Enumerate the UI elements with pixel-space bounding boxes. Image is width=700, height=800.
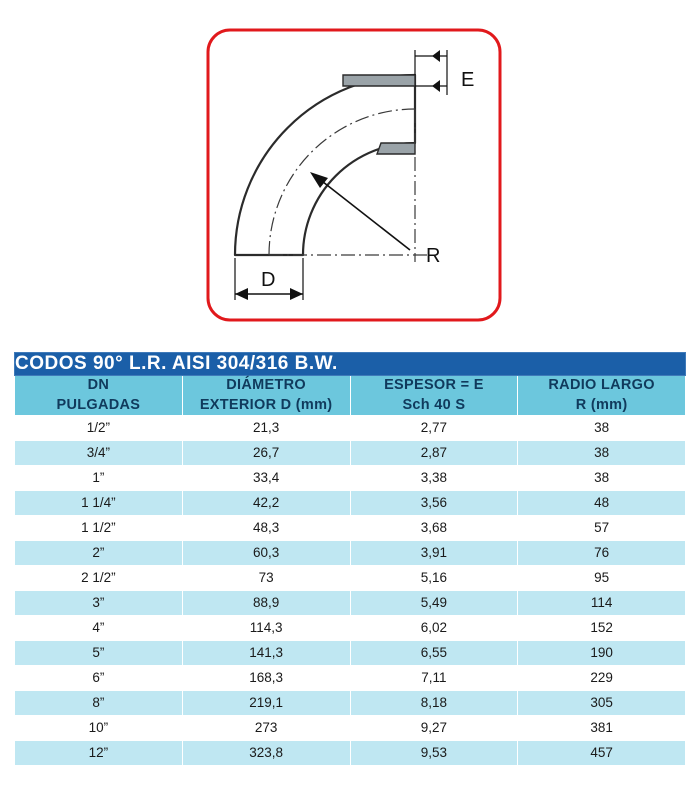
header-radius — [518, 376, 686, 416]
cell-radius: 38 — [518, 416, 686, 441]
cell-radius: 38 — [518, 441, 686, 466]
cell-thickness: 2,87 — [350, 441, 518, 466]
header-rad-line2: R (mm) — [575, 396, 628, 413]
diagram-frame — [208, 30, 500, 320]
cell-outer-diameter: 88,9 — [182, 591, 350, 616]
header-dn-line2: PULGADAS — [56, 396, 141, 413]
cell-radius: 95 — [518, 566, 686, 591]
cell-outer-diameter: 26,7 — [182, 441, 350, 466]
cell-thickness: 6,02 — [350, 616, 518, 641]
table-row — [15, 741, 686, 766]
cell-dn: 2 1/2” — [15, 566, 183, 591]
cell-dn: 1 1/2” — [15, 516, 183, 541]
cell-thickness: 3,38 — [350, 466, 518, 491]
cell-radius: 114 — [518, 591, 686, 616]
cell-outer-diameter: 273 — [182, 716, 350, 741]
cell-thickness: 3,91 — [350, 541, 518, 566]
spec-table-container — [14, 352, 686, 766]
table-row — [15, 666, 686, 691]
elbow-diagram-svg — [0, 0, 700, 340]
cell-radius: 190 — [518, 641, 686, 666]
table-row — [15, 416, 686, 441]
cell-outer-diameter: 60,3 — [182, 541, 350, 566]
cell-thickness: 3,56 — [350, 491, 518, 516]
header-dn — [15, 376, 183, 416]
label-e: E — [461, 69, 475, 91]
cell-thickness: 3,68 — [350, 516, 518, 541]
table-title: CODOS 90° L.R. AISI 304/316 B.W. — [15, 353, 686, 376]
cell-radius: 152 — [518, 616, 686, 641]
cell-dn: 3” — [15, 591, 183, 616]
cell-dn: 10” — [15, 716, 183, 741]
cell-dn: 4” — [15, 616, 183, 641]
cell-radius: 305 — [518, 691, 686, 716]
cell-outer-diameter: 48,3 — [182, 516, 350, 541]
label-d: D — [261, 269, 276, 291]
cell-dn: 3/4” — [15, 441, 183, 466]
cell-radius: 457 — [518, 741, 686, 766]
cell-dn: 1/2” — [15, 416, 183, 441]
cell-thickness: 5,16 — [350, 566, 518, 591]
table-row — [15, 491, 686, 516]
header-dn-line1: DN — [87, 377, 110, 393]
table-row — [15, 591, 686, 616]
table-row — [15, 516, 686, 541]
cell-radius: 57 — [518, 516, 686, 541]
header-thickness — [350, 376, 518, 416]
spec-table — [14, 352, 686, 766]
cell-dn: 6” — [15, 666, 183, 691]
cell-radius: 229 — [518, 666, 686, 691]
cell-thickness: 6,55 — [350, 641, 518, 666]
cell-thickness: 9,53 — [350, 741, 518, 766]
label-r: R — [426, 245, 441, 267]
cell-thickness: 7,11 — [350, 666, 518, 691]
cell-outer-diameter: 33,4 — [182, 466, 350, 491]
cell-dn: 1 1/4” — [15, 491, 183, 516]
table-row — [15, 691, 686, 716]
cell-radius: 38 — [518, 466, 686, 491]
table-row — [15, 716, 686, 741]
table-title-row — [15, 353, 686, 376]
header-esp-line1: ESPESOR = E — [384, 377, 484, 393]
cell-radius: 76 — [518, 541, 686, 566]
cell-thickness: 5,49 — [350, 591, 518, 616]
header-od-line2: EXTERIOR D (mm) — [199, 396, 333, 413]
cell-thickness: 8,18 — [350, 691, 518, 716]
cell-dn: 1” — [15, 466, 183, 491]
cell-outer-diameter: 323,8 — [182, 741, 350, 766]
table-row — [15, 616, 686, 641]
table-row — [15, 566, 686, 591]
header-esp-line2: Sch 40 S — [402, 396, 466, 413]
cell-dn: 8” — [15, 691, 183, 716]
table-row — [15, 641, 686, 666]
cell-outer-diameter: 42,2 — [182, 491, 350, 516]
table-row — [15, 466, 686, 491]
table-row — [15, 541, 686, 566]
header-outer-diameter — [182, 376, 350, 416]
cell-dn: 2” — [15, 541, 183, 566]
cell-outer-diameter: 114,3 — [182, 616, 350, 641]
table-row — [15, 441, 686, 466]
cell-outer-diameter: 141,3 — [182, 641, 350, 666]
cell-thickness: 9,27 — [350, 716, 518, 741]
cell-outer-diameter: 168,3 — [182, 666, 350, 691]
header-od-line1: DIÁMETRO — [226, 377, 306, 393]
bevel-inner — [377, 143, 415, 154]
cell-dn: 12” — [15, 741, 183, 766]
cell-outer-diameter: 21,3 — [182, 416, 350, 441]
table-header-row — [15, 376, 686, 416]
table-body — [15, 416, 686, 766]
cell-thickness: 2,77 — [350, 416, 518, 441]
cell-radius: 48 — [518, 491, 686, 516]
cell-outer-diameter: 73 — [182, 566, 350, 591]
elbow-diagram — [0, 0, 700, 340]
bevel-top — [343, 75, 415, 86]
cell-radius: 381 — [518, 716, 686, 741]
header-rad-line1: RADIO LARGO — [548, 377, 655, 393]
cell-dn: 5” — [15, 641, 183, 666]
cell-outer-diameter: 219,1 — [182, 691, 350, 716]
